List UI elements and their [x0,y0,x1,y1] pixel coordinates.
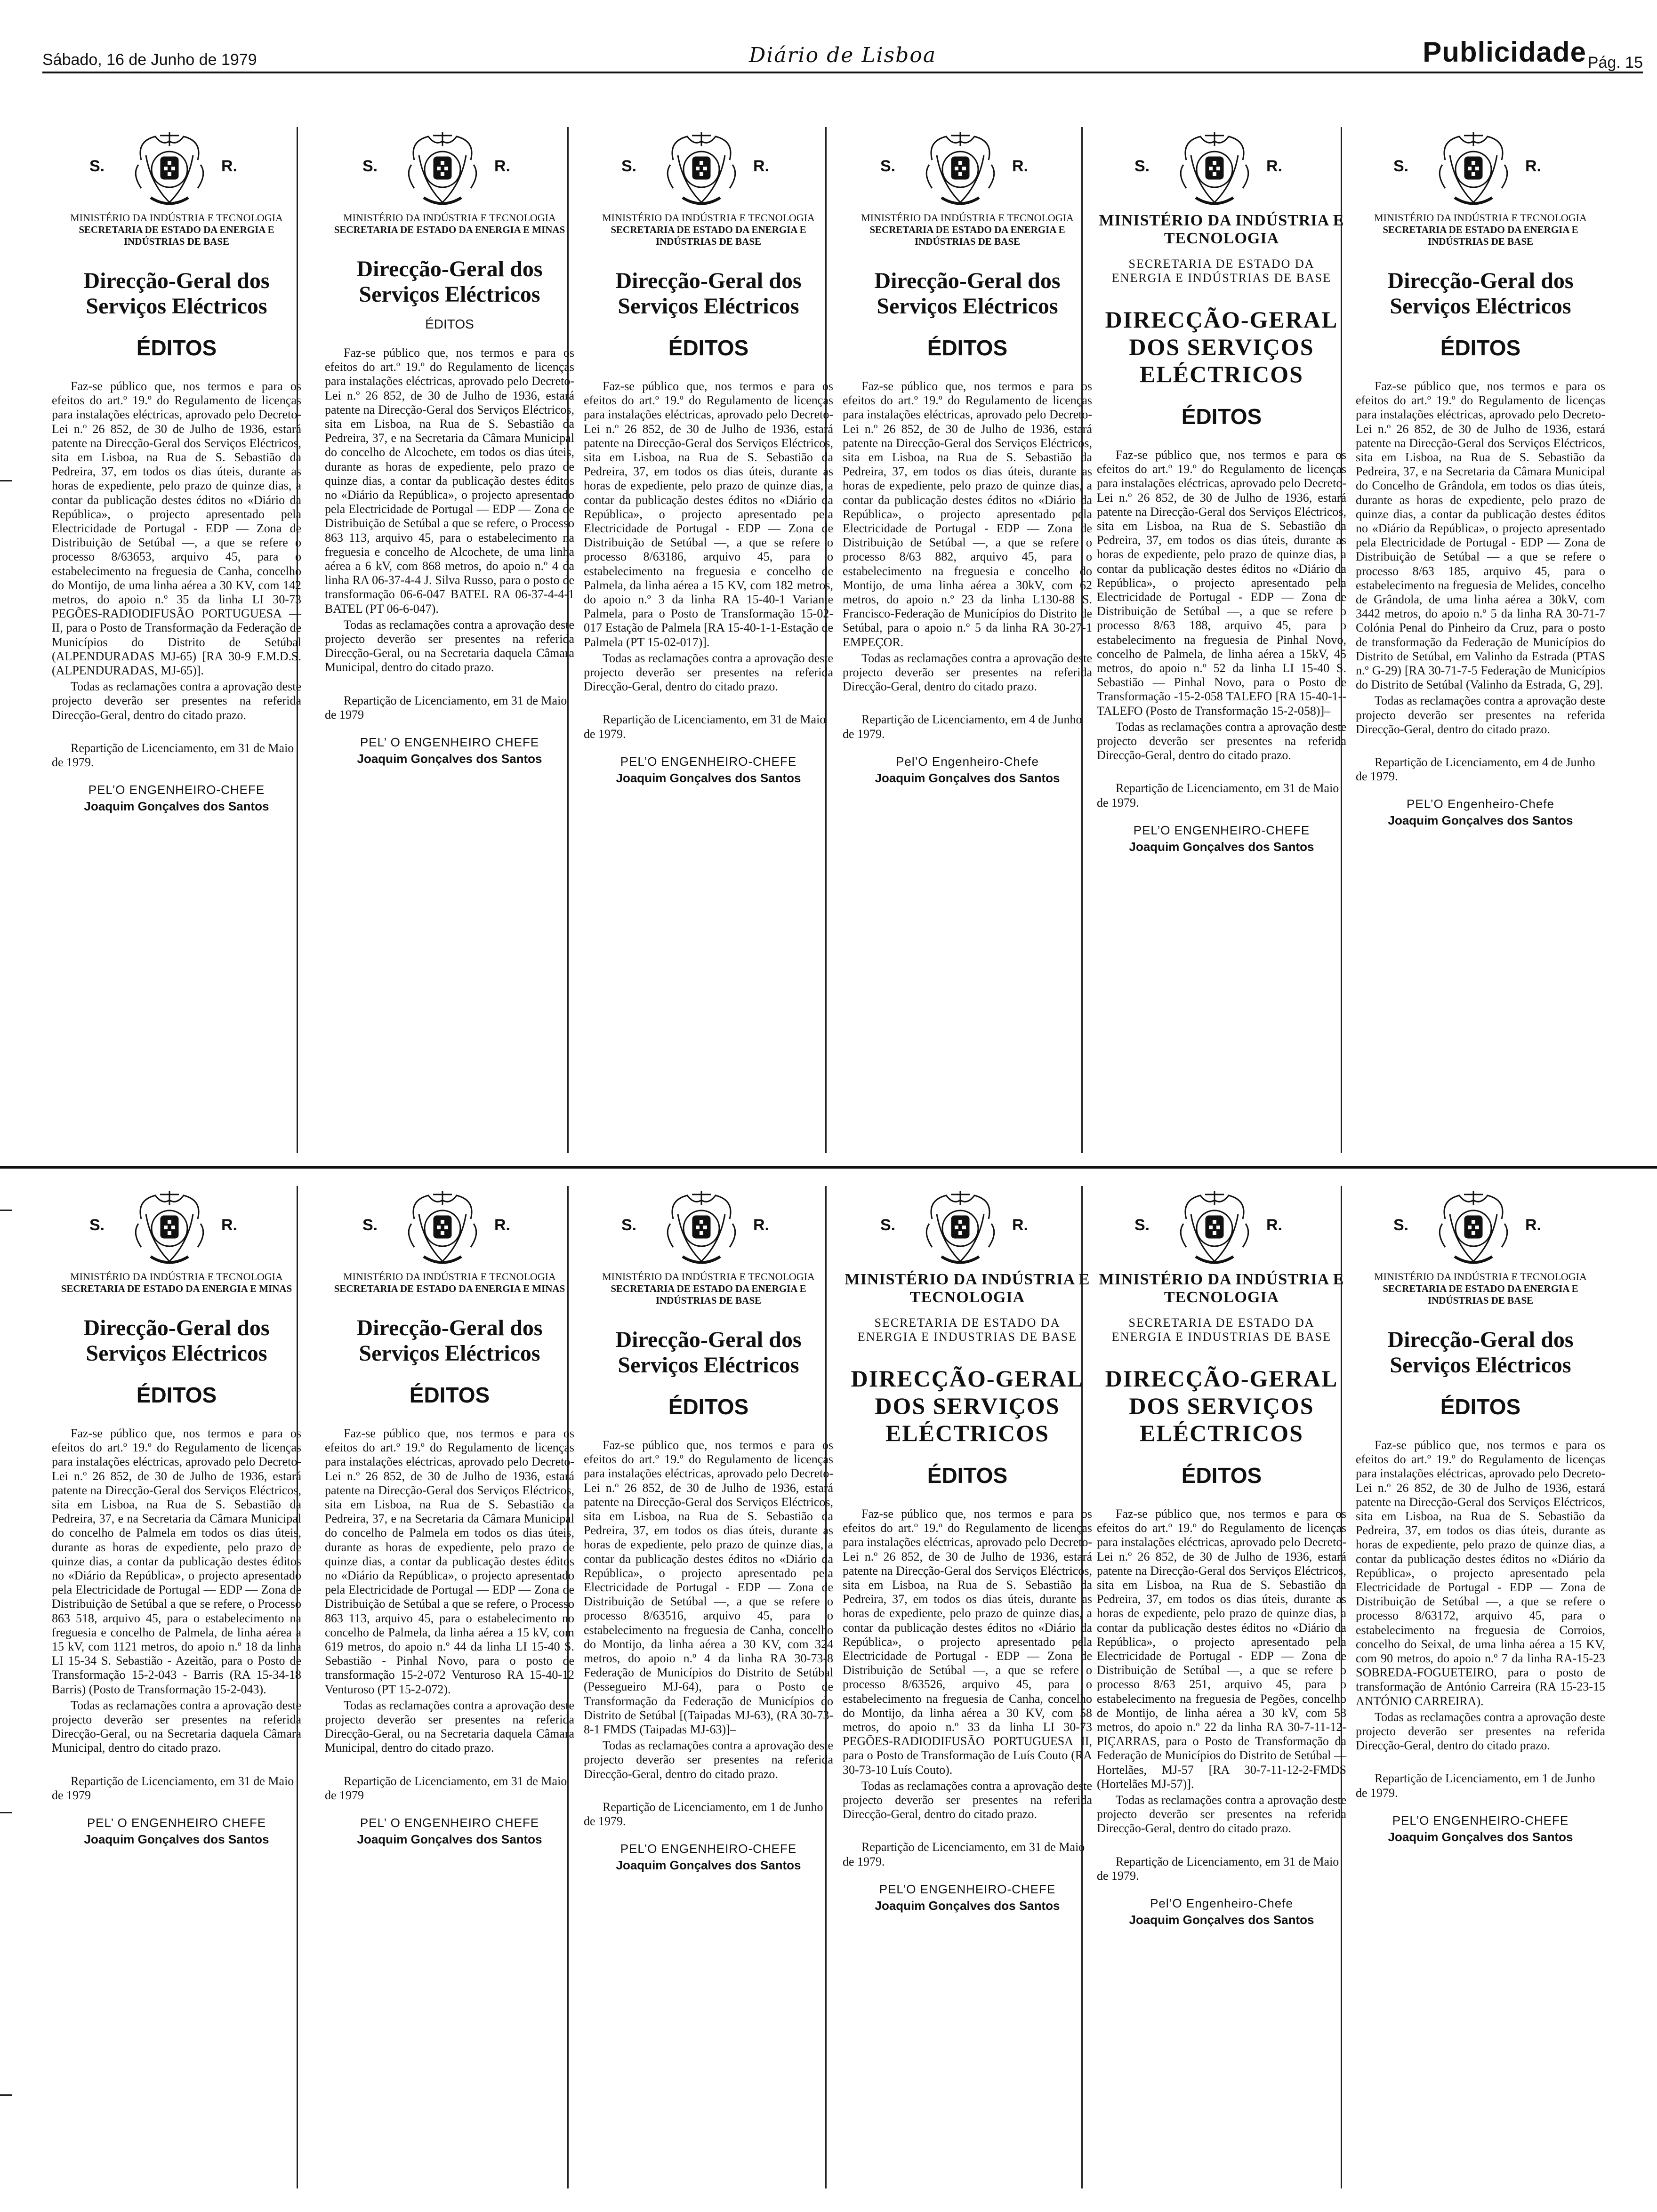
emblem-s-letter: S. [621,157,637,175]
emblem-row [1097,1186,1346,1266]
notice-repartition: Repartição de Licenciamento, em 31 de Maio de 1979. [1097,1854,1339,1883]
engineer-title: Pel’O Engenheiro-Chefe [1150,1896,1293,1911]
directorate-title: Direcção-Geral dos Serviços Eléctricos [83,1315,270,1366]
margin-mark [0,1210,12,1211]
notice-body: Faz-se público que, nos termos e para os efeitos do art.º 19.º do Regulamento de licenças para instalações eléctricas, aprovado pelo Decreto-Lei n.º 26 852, de 30 de Julho de 1936, estará patente na Direcção-Geral dos Serviços Eléctricos, sita em Lisboa, na Rua de S. Sebastião da Pedreira, 37, em todos os dias úteis, durante as horas de expediente, pelo prazo de quinze dias, a contar da publicação destes éditos no «Diário da República», o projecto apresentado pela Electricidade de Portugal - EDP — Zona de Distribuição de Setúbal —, a que se refere o processo 8/63526, arquivo 45, para o estabelecimento na freguesia de Canha, concelho do Montijo, da linha aérea a 30 KV, com 58 metros, do apoio n.º 33 da linha LI 30-73 PEGÕES-RADIODIFUSÃO PORTUGUESA II, para o Posto de Transformação de Luís Couto (RA 30-73-10 Luís Couto). [843,1507,1092,1777]
engineer-signature: Joaquim Gonçalves dos Santos [1388,813,1573,828]
margin-mark [0,1812,12,1813]
notice-reclamations: Todas as reclamações contra a aprovação deste projecto deverão ser presentes na referida Direcção-Geral, dentro do citado prazo. [843,1779,1092,1821]
coat-of-arms-emblem-icon [659,1186,744,1266]
notice-reclamations: Todas as reclamações contra a aprovação deste projecto deverão ser presentes na referida Direcção-Geral, dentro do citado prazo. [584,651,833,694]
editos-heading: ÉDITOS [1181,404,1262,429]
emblem-s-letter: S. [621,1216,637,1234]
edital-notice [843,127,1092,785]
editos-heading: ÉDITOS [927,336,1008,360]
directorate-title: DIRECÇÃO-GERAL DOS SERVIÇOS ELÉCTRICOS [1105,1365,1338,1446]
emblem-s-letter: S. [89,1216,105,1234]
secretaria-heading: SECRETARIA DE ESTADO DA ENERGIA E INDÚSTRIAS DE BASE [1383,1283,1578,1306]
engineer-title: PEL’O ENGENHEIRO-CHEFE [88,783,265,797]
editos-heading: ÉDITOS [1440,336,1521,360]
ministry-heading: MINISTÉRIO DA INDÚSTRIA E TECNOLOGIA [602,1271,815,1282]
emblem-s-letter: S. [1393,1216,1409,1234]
notice-reclamations: Todas as reclamações contra a aprovação deste projecto deverão ser presentes na referida Direcção-Geral, ou na Secretaria daquela Câmara Municipal, dentro do citado prazo. [325,1698,574,1755]
emblem-row [325,1186,574,1266]
coat-of-arms-emblem-icon [1172,1186,1257,1266]
notice-body: Faz-se público que, nos termos e para os efeitos do art.º 19.º do Regulamento de licenças para instalações eléctricas, aprovado pelo Decreto-Lei n.º 26 852, de 30 de Julho de 1936, estará patente na Direcção-Geral dos Serviços Eléctricos, sita em Lisboa, na Rua de S. Sebastião da Pedreira, 37, e na Secretaria da Câmara Municipal do concelho de Palmela em todos os dias úteis, durante as horas de expediente, pelo prazo de quinze dias, a contar da publicação destes éditos no «Diário da República», o projecto apresentado pela Electricidade de Portugal — EDP — Zona de Distribuição de Setúbal a que se refere, o Processo 863 518, arquivo 45, para o estabelecimento na freguesia e concelho de Palmela, de linha aérea a 15 kV, com 1121 metros, do apoio n.º 18 da linha LI 15-34 S. Sebastião - Azeitão, para o Posto de Transformação 15-2-043 - Barris (RA 15-34-18 Barris) (Posto de Transformação 15-2-043). [52,1427,301,1696]
issue-date: Sábado, 16 de Junho de 1979 [42,51,257,69]
editos-heading: ÉDITOS [136,1383,217,1407]
ministry-heading: MINISTÉRIO DA INDÚSTRIA E TECNOLOGIA [343,212,556,224]
engineer-signature: Joaquim Gonçalves dos Santos [875,1898,1060,1913]
notice-reclamations: Todas as reclamações contra a aprovação deste projecto deverão ser presentes na referida Direcção-Geral, dentro do citado prazo. [52,680,301,722]
notice-body: Faz-se público que, nos termos e para os efeitos do art.º 19.º do Regulamento de licenças para instalações eléctricas, aprovado pelo Decreto-Lei n.º 26 852, de 30 de Julho de 1936, estará patente na Direcção-Geral dos Serviços Eléctricos, sita em Lisboa, na Rua de S. Sebastião da Pedreira, 37, em todos os dias úteis, durante as horas de expediente, pelo prazo de quinze dias, a contar da publicação destes éditos no «Diário da República», o projecto apresentado pela Electricidade de Portugal - EDP — Zona de Distribuição de Setúbal —, a que se refere o processo 8/63186, arquivo 45, para o estabelecimento na freguesia e concelho de Palmela, da linha aérea a 15 KV, com 182 metros, do apoio n.º 3 da linha RA 15-40-1 Variante Palmela, para o Posto de Transformação 15-02-017 Estação de Palmela [RA 15-40-1-1-Estação de Palmela (PT 15-02-017)]. [584,379,833,649]
editos-heading: ÉDITOS [1181,1463,1262,1488]
directorate-title: Direcção-Geral dos Serviços Eléctricos [615,268,802,319]
edital-notice [1356,127,1605,828]
header-rule [42,72,1643,73]
edital-notice [584,127,833,785]
coat-of-arms-emblem-icon [400,127,485,207]
notice-repartition: Repartição de Licenciamento, em 31 de Maio de 1979 [325,1774,567,1802]
notice-repartition: Repartição de Licenciamento, em 31 de Maio de 1979. [584,713,826,741]
engineer-signature: Joaquim Gonçalves dos Santos [1388,1829,1573,1844]
ministry-heading: MINISTÉRIO DA INDÚSTRIA E TECNOLOGIA [1374,1271,1587,1282]
coat-of-arms-emblem-icon [127,1186,212,1266]
emblem-r-letter: R. [1525,1216,1541,1234]
emblem-r-letter: R. [221,1216,237,1234]
engineer-signature: Joaquim Gonçalves dos Santos [357,752,542,766]
engineer-signature: Joaquim Gonçalves dos Santos [616,1858,801,1873]
secretaria-heading: SECRETARIA DE ESTADO DA ENERGIA E INDÚSTRIAS DE BASE [1383,224,1578,247]
directorate-title: Direcção-Geral dos Serviços Eléctricos [874,268,1061,319]
secretaria-heading: SECRETARIA DE ESTADO DA ENERGIA E MINAS [61,1283,292,1294]
notice-reclamations: Todas as reclamações contra a aprovação deste projecto deverão ser presentes na referida Direcção-Geral, dentro do citado prazo. [1097,720,1346,762]
emblem-r-letter: R. [1266,157,1282,175]
engineer-signature: Joaquim Gonçalves dos Santos [1129,1913,1314,1927]
secretaria-heading: SECRETARIA DE ESTADO DA ENERGIA E MINAS [334,1283,565,1294]
engineer-signature: Joaquim Gonçalves dos Santos [357,1832,542,1847]
directorate-title: Direcção-Geral dos Serviços Eléctricos [615,1327,802,1378]
engineer-title: PEL’O ENGENHEIRO-CHEFE [620,1842,797,1856]
notice-reclamations: Todas as reclamações contra a aprovação deste projecto deverão ser presentes na referida Direcção-Geral, dentro do citado prazo. [1356,694,1605,736]
emblem-row [325,127,574,207]
engineer-title: Pel’O Engenheiro-Chefe [896,754,1039,769]
edital-notice [1356,1186,1605,1844]
editos-heading: ÉDITOS [927,1463,1008,1488]
notice-repartition: Repartição de Licenciamento, em 31 de Maio de 1979 [325,693,567,721]
coat-of-arms-emblem-icon [1172,127,1257,207]
secretaria-heading: SECRETARIA DE ESTADO DA ENERGIA E INDÚSTRIAS DE BASE [1111,257,1332,285]
engineer-title: PEL’ O ENGENHEIRO CHEFE [87,1816,266,1830]
emblem-s-letter: S. [362,157,378,175]
notice-repartition: Repartição de Licenciamento, em 1 de Junho de 1979. [1356,1771,1595,1800]
ministry-heading: MINISTÉRIO DA INDÚSTRIA E TECNOLOGIA [861,212,1074,224]
secretaria-heading: SECRETARIA DE ESTADO DA ENERGIA E INDÚSTRIAS DE BASE [869,224,1065,247]
ministry-heading: MINISTÉRIO DA INDÚSTRIA E TECNOLOGIA [845,1271,1090,1306]
page-number: Pág. 15 [1587,54,1643,72]
emblem-r-letter: R. [494,1216,510,1234]
notice-repartition: Repartição de Licenciamento, em 31 de Maio de 1979. [843,1840,1085,1868]
directorate-title: Direcção-Geral dos Serviços Eléctricos [356,256,543,307]
emblem-s-letter: S. [1134,157,1150,175]
row-divider [0,1166,1657,1169]
ministry-heading: MINISTÉRIO DA INDÚSTRIA E TECNOLOGIA [70,212,283,224]
notice-repartition: Repartição de Licenciamento, em 31 de Maio de 1979. [1097,781,1339,809]
notice-repartition: Repartição de Licenciamento, em 31 de Maio de 1979. [52,741,294,769]
edital-notice [584,1186,833,1873]
editos-heading: ÉDITOS [425,317,474,331]
editos-heading: ÉDITOS [409,1383,490,1407]
secretaria-heading: SECRETARIA DE ESTADO DA ENERGIA E INDUSTRIAS DE BASE [857,1316,1078,1344]
engineer-title: PEL’ O ENGENHEIRO CHEFE [360,1816,539,1830]
directorate-title: DIRECÇÃO-GERAL DOS SERVIÇOS ELÉCTRICOS [851,1365,1084,1446]
ministry-heading: MINISTÉRIO DA INDÚSTRIA E TECNOLOGIA [1099,1271,1344,1306]
engineer-title: PEL’O ENGENHEIRO-CHEFE [620,754,797,769]
edital-notice [843,1186,1092,1913]
emblem-row [1097,127,1346,207]
emblem-r-letter: R. [753,157,769,175]
secretaria-heading: SECRETARIA DE ESTADO DA ENERGIA E MINAS [334,224,565,235]
notice-reclamations: Todas as reclamações contra a aprovação deste projecto deverão ser presentes na referida Direcção-Geral, dentro do citado prazo. [1097,1793,1346,1835]
engineer-title: PEL’O ENGENHEIRO-CHEFE [1133,823,1310,837]
margin-mark [0,480,12,481]
notice-body: Faz-se público que, nos termos e para os efeitos do art.º 19.º do Regulamento de licenças para instalações eléctricas, aprovado pelo Decreto-Lei n.º 26 852, de 30 de Julho de 1936, estará patente na Direcção-Geral dos Serviços Eléctricos, sita em Lisboa, na Rua de S. Sebastião da Pedreira, 37, em todos os dias úteis, durante as horas de expediente, pelo prazo de quinze dias, a contar da publicação destes éditos no «Diário da República», o projecto apresentado pela Electricidade de Portugal - EDP — Zona de Distribuição de Setúbal —, a que se refere o processo 8/63653, arquivo 45, para o estabelecimento na freguesia de Canha, concelho do Montijo, de uma linha aérea a 30 KV, com 142 metros, do apoio n.º 35 da linha LI 30-73 PEGÕES-RADIODIFUSÃO PORTUGUESA — II, para o Posto de Transformação da Federação de Municípios do Distrito de Setúbal (ALPENDURADAS MJ-65) [RA 30-9 F.M.D.S. (ALPENDURADAS, MJ-65)]. [52,379,301,678]
engineer-signature: Joaquim Gonçalves dos Santos [84,799,269,814]
notice-reclamations: Todas as reclamações contra a aprovação deste projecto deverão ser presentes na referida Direcção-Geral, ou na Secretaria daquela Câmara Municipal, dentro do citado prazo. [52,1698,301,1755]
directorate-title: DIRECÇÃO-GERAL DOS SERVIÇOS ELÉCTRICOS [1105,306,1338,387]
notice-body: Faz-se público que, nos termos e para os efeitos do art.º 19.º do Regulamento de licenças para instalações eléctricas, aprovado pelo Decreto-Lei n.º 26 852, de 30 de Julho de 1936, estará patente na Direcção-Geral dos Serviços Eléctricos, sita em Lisboa, na Rua de S. Sebastião da Pedreira, 37, e na Secretaria da Câmara Municipal do concelho de Palmela em todos os dias úteis, durante as horas de expediente, pelo prazo de quinze dias, a contar da publicação destes éditos no «Diário da República», o projecto apresentado pela Electricidade de Portugal — EDP — Zona de Distribuição de Setúbal a que se refere, o Processo 863 113, arquivo 45, para o estabelecimento no concelho de Palmela, da linha aérea a 15 kV, com 619 metros, do apoio n.º 44 da linha LI 15-40 S. Sebastião - Pinhal Novo, para o posto de transformação 15-2-072 Venturoso RA 15-40-12 Venturoso (PT 15-2-072). [325,1427,574,1696]
engineer-title: PEL’O ENGENHEIRO-CHEFE [879,1882,1056,1896]
notice-reclamations: Todas as reclamações contra a aprovação deste projecto deverão ser presentes na referida Direcção-Geral, dentro do citado prazo. [584,1739,833,1781]
edital-notice [52,127,301,814]
editos-heading: ÉDITOS [668,336,749,360]
engineer-signature: Joaquim Gonçalves dos Santos [84,1832,269,1847]
engineer-title: PEL’ O ENGENHEIRO CHEFE [360,735,539,750]
emblem-r-letter: R. [221,157,237,175]
emblem-r-letter: R. [1266,1216,1282,1234]
emblem-s-letter: S. [1393,157,1409,175]
emblem-row [843,1186,1092,1266]
engineer-signature: Joaquim Gonçalves dos Santos [1129,839,1314,854]
margin-mark [0,2094,12,2096]
ministry-heading: MINISTÉRIO DA INDÚSTRIA E TECNOLOGIA [1099,212,1344,247]
ministry-heading: MINISTÉRIO DA INDÚSTRIA E TECNOLOGIA [70,1271,283,1282]
edital-notice [325,127,574,766]
notice-reclamations: Todas as reclamações contra a aprovação deste projecto deverão ser presentes na referida Direcção-Geral, dentro do citado prazo. [843,651,1092,694]
emblem-r-letter: R. [1012,157,1028,175]
edital-notice [1097,127,1346,854]
secretaria-heading: SECRETARIA DE ESTADO DA ENERGIA E INDUSTRIAS DE BASE [1111,1316,1332,1344]
secretaria-heading: SECRETARIA DE ESTADO DA ENERGIA E INDÚSTRIAS DE BASE [79,224,274,247]
directorate-title: Direcção-Geral dos Serviços Eléctricos [83,268,270,319]
emblem-row [52,127,301,207]
notice-reclamations: Todas as reclamações contra a aprovação deste projecto deverão ser presentes na referida Direcção-Geral, dentro do citado prazo. [1356,1710,1605,1753]
engineer-signature: Joaquim Gonçalves dos Santos [616,770,801,785]
engineer-signature: Joaquim Gonçalves dos Santos [875,770,1060,785]
editos-heading: ÉDITOS [136,336,217,360]
directorate-title: Direcção-Geral dos Serviços Eléctricos [1387,1327,1574,1378]
engineer-title: PEL’O Engenheiro-Chefe [1407,797,1554,811]
ministry-heading: MINISTÉRIO DA INDÚSTRIA E TECNOLOGIA [602,212,815,224]
editos-heading: ÉDITOS [668,1395,749,1419]
notice-repartition: Repartição de Licenciamento, em 31 de Maio de 1979 [52,1774,294,1802]
notice-body: Faz-se público que, nos termos e para os efeitos do art.º 19.º do Regulamento de licenças para instalações eléctricas, aprovado pelo Decreto-Lei n.º 26 852, de 30 de Julho de 1936, estará patente na Direcção-Geral dos Serviços Eléctricos, sita em Lisboa, na Rua de S. Sebastião da Pedreira, 37, em todos os dias úteis, durante as horas de expediente, pelo prazo de quinze dias, a contar da publicação destes éditos no «Diário da República», o projecto apresentado pela Electricidade de Portugal - EDP — Zona de Distribuição de Setúbal —, a que se refere o processo 8/63172, arquivo 45, para o estabelecimento na freguesia de Corroios, concelho do Seixal, de uma linha aérea a 15 KV, com 90 metros, do apoio n.º 7 da linha RA-15-23 SOBREDA-FOGUETEIRO, para o posto de transformação de António Carreira (RA 15-23-15 ANTÓNIO CARREIRA). [1356,1438,1605,1708]
emblem-s-letter: S. [1134,1216,1150,1234]
coat-of-arms-emblem-icon [918,1186,1003,1266]
editos-heading: ÉDITOS [1440,1395,1521,1419]
emblem-row [843,127,1092,207]
coat-of-arms-emblem-icon [400,1186,485,1266]
ministry-heading: MINISTÉRIO DA INDÚSTRIA E TECNOLOGIA [343,1271,556,1282]
emblem-row [1356,1186,1605,1266]
secretaria-heading: SECRETARIA DE ESTADO DA ENERGIA E INDÚSTRIAS DE BASE [611,224,806,247]
notice-reclamations: Todas as reclamações contra a aprovação deste projecto deverão ser presentes na referida Direcção-Geral, ou na Secretaria daquela Câmara Municipal, dentro do citado prazo. [325,617,574,674]
coat-of-arms-emblem-icon [1431,127,1516,207]
emblem-row [52,1186,301,1266]
secretaria-heading: SECRETARIA DE ESTADO DA ENERGIA E INDÚSTRIAS DE BASE [611,1283,806,1306]
emblem-r-letter: R. [494,157,510,175]
notice-body: Faz-se público que, nos termos e para os efeitos do art.º 19.º do Regulamento de licenças para instalações eléctricas, aprovado pelo Decreto-Lei n.º 26 852, de 30 de Julho de 1936, estará patente na Direcção-Geral dos Serviços Eléctricos, sita em Lisboa, na Rua de S. Sebastião da Pedreira, 37, em todos os dias úteis, durante as horas de expediente, pelo prazo de quinze dias, a contar da publicação destes éditos no «Diário da República», o projecto apresentado pela Electricidade de Portugal - EDP — Zona de Distribuição de Setúbal —, a que se refere o processo 8/63 251, arquivo 45, para o estabelecimento na freguesia de Pegões, concelho de Montijo, de linha aérea a 30 kV, com 58 metros, do apoio n.º 22 da linha RA 30-7-11-12-PIÇARRAS, para o Posto de Transformação da Federação de Municípios do Distrito de Setúbal — Hortelães, MJ-57 [RA 30-7-11-12-2-FMDS (Hortelães MJ-57)]. [1097,1507,1346,1791]
emblem-row [584,127,833,207]
emblem-s-letter: S. [880,1216,896,1234]
notice-body: Faz-se público que, nos termos e para os efeitos do art.º 19.º do Regulamento de licenças para instalações eléctricas, aprovado pelo Decreto-Lei n.º 26 852, de 30 de Julho de 1936, estará patente na Direcção-Geral dos Serviços Eléctricos, sita em Lisboa, na Rua de S. Sebastião da Pedreira, 37, e na Secretaria da Câmara Municipal do Concelho de Grândola, em todos os dias úteis, durante as horas de expediente, pelo prazo de quinze dias, a contar da publicação destes éditos no «Diário da República», o projecto apresentado pela Electricidade de Portugal - EDP — Zona de Distribuição de Setúbal — a que se refere o processo 8/63 185, arquivo 45, para o estabelecimento na freguesia de Melides, concelho de Grândola, de uma linha aérea a 30kV, com 3442 metros, do apoio n.º 5 da linha RA 30-71-7 Colónia Penal do Pinheiro da Cruz, para o posto de transformação da Federação de Municípios do Distrito de Setúbal, em Valinho da Estrada (PTAS n.º G-29) [RA 30-71-7-5 Federação de Municípios do Distrito de Setúbal (Valinho da Estrada, G, 29]. [1356,379,1605,692]
notice-body: Faz-se público que, nos termos e para os efeitos do art.º 19.º do Regulamento de licenças para instalações eléctricas, aprovado pelo Decreto-Lei n.º 26 852, de 30 de Julho de 1936, estará patente na Direcção-Geral dos Serviços Eléctricos, sita em Lisboa, na Rua de S. Sebastião da Pedreira, 37, e na Secretaria da Câmara Municipal do concelho de Alcochete, em todos os dias úteis, durante as horas de expediente, pelo prazo de quinze dias, a contar da publicação destes éditos no «Diário da República», o projecto apresentado pela Electricidade de Portugal — EDP — Zona de Distribuição de Setúbal a que se refere, o Processo 863 113, arquivo 45, para o estabelecimento na freguesia e concelho de Alcochete, de uma linha aérea a 6 kV, com 868 metros, do apoio n.º 4 da linha RA 06-37-4-4 J. Silva Russo, para o posto de transformação 06-6-047 BATEL RA 06-37-4-4-1 BATEL (PT 06-6-047). [325,346,574,616]
emblem-row [1356,127,1605,207]
emblem-s-letter: S. [89,157,105,175]
notice-body: Faz-se público que, nos termos e para os efeitos do art.º 19.º do Regulamento de licenças para instalações eléctricas, aprovado pelo Decreto-Lei n.º 26 852, de 30 de Julho de 1936, estará patente na Direcção-Geral dos Serviços Eléctricos, sita em Lisboa, na Rua de S. Sebastião da Pedreira, 37, em todos os dias úteis, durante as horas de expediente, pelo prazo de quinze dias, a contar da publicação destes éditos no «Diário da República», o projecto apresentado pela Electricidade de Portugal - EDP — Zona de Distribuição de Setúbal —, a que se refere o processo 8/63 188, arquivo 45, para o estabelecimento na freguesia de Pinhal Novo, concelho de Palmela, de linha aérea a 15kV, 45 metros, do apoio n.º 52 da linha LI 15-40 S. Sebastião — Pinhal Novo, para o Posto de Transformação -15-2-058 TALEFO [RA 15-40-1--TALEFO (Posto de Transformação 15-2-058)]– [1097,448,1346,718]
emblem-r-letter: R. [1525,157,1541,175]
coat-of-arms-emblem-icon [918,127,1003,207]
coat-of-arms-emblem-icon [659,127,744,207]
ministry-heading: MINISTÉRIO DA INDÚSTRIA E TECNOLOGIA [1374,212,1587,224]
newspaper-masthead: Diário de Lisboa [748,43,937,67]
page-header [42,14,1643,75]
engineer-title: PEL’O ENGENHEIRO-CHEFE [1392,1813,1569,1827]
directorate-title: Direcção-Geral dos Serviços Eléctricos [356,1315,543,1366]
notice-repartition: Repartição de Licenciamento, em 4 de Junho de 1979. [843,713,1082,741]
notice-repartition: Repartição de Licenciamento, em 1 de Junho de 1979. [584,1800,823,1828]
emblem-row [584,1186,833,1266]
notice-repartition: Repartição de Licenciamento, em 4 de Junho de 1979. [1356,755,1595,784]
notice-body: Faz-se público que, nos termos e para os efeitos do art.º 19.º do Regulamento de licenças para instalações eléctricas, aprovado pelo Decreto-Lei n.º 26 852, de 30 de Julho de 1936, estará patente na Direcção-Geral dos Serviços Eléctricos, sita em Lisboa, na Rua de S. Sebastião da Pedreira, 37, em todos os dias úteis, durante as horas de expediente, pelo prazo de quinze dias, a contar da publicação destes éditos no «Diário da República», o projecto apresentado pela Electricidade de Portugal - EDP — Zona de Distribuição de Setúbal —, a que se refere o processo 8/63 882, arquivo 45, para o estabelecimento na freguesia e concelho do Montijo, de uma linha aérea a 30kV, com 62 metros, do apoio n.º 23 da linha L130-88 S. Francisco-Federação de Municípios do Distrito de Setúbal, para o apoio n.º 5 da linha RA 30-27-1 EMPEÇOR. [843,379,1092,649]
emblem-r-letter: R. [1012,1216,1028,1234]
coat-of-arms-emblem-icon [1431,1186,1516,1266]
emblem-s-letter: S. [880,157,896,175]
edital-notice [1097,1186,1346,1927]
edital-notice [325,1186,574,1847]
section-title: Publicidade [1423,36,1586,68]
notice-body: Faz-se público que, nos termos e para os efeitos do art.º 19.º do Regulamento de licenças para instalações eléctricas, aprovado pelo Decreto-Lei n.º 26 852, de 30 de Julho de 1936, estará patente na Direcção-Geral dos Serviços Eléctricos, sita em Lisboa, na Rua de S. Sebastião da Pedreira, 37, em todos os dias úteis, durante as horas de expediente, pelo prazo de quinze dias, a contar da publicação destes éditos no «Diário da República», o projecto apresentado pela Electricidade de Portugal - EDP — Zona de Distribuição de Setúbal —, a que se refere o processo 8/63516, arquivo 45, para o estabelecimento na freguesia de Canha, concelho do Montijo, da linha aérea a 30 KV, com 324 metros, do apoio n.º 4 da linha RA 30-73-8 Federação de Municípios do Distrito de Setúbal (Pessegueiro MJ-64), para o Posto de Transformação da Federação de Municípios do Distrito de Setúbal [(Taipadas MJ-63), (RA 30-73-8-1 FMDS (Taipadas MJ-63)]– [584,1438,833,1737]
coat-of-arms-emblem-icon [127,127,212,207]
directorate-title: Direcção-Geral dos Serviços Eléctricos [1387,268,1574,319]
emblem-s-letter: S. [362,1216,378,1234]
emblem-r-letter: R. [753,1216,769,1234]
edital-notice [52,1186,301,1847]
